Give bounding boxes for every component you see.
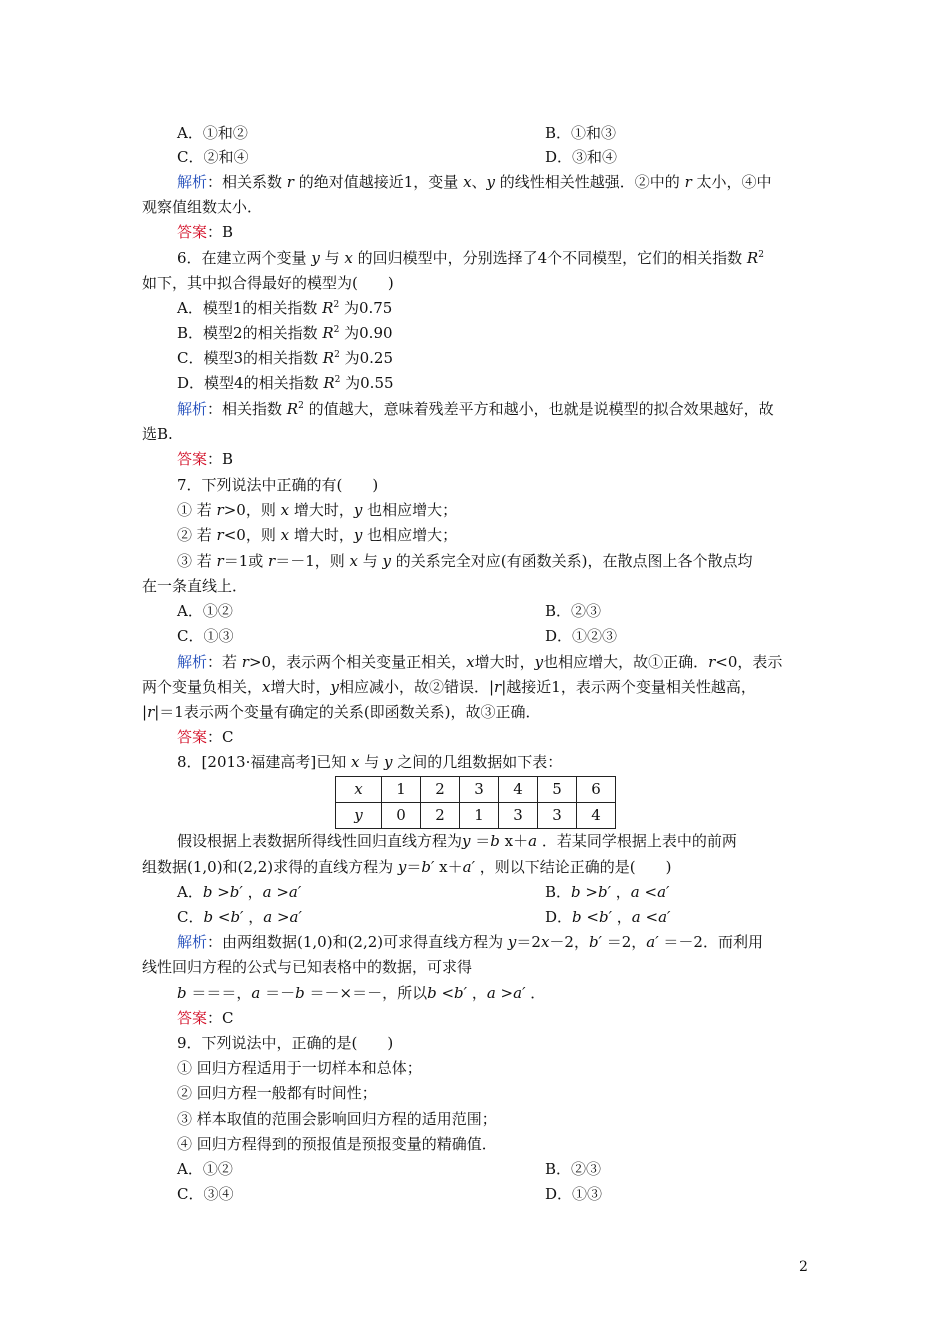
q7-option-a: A．①② bbox=[177, 602, 233, 620]
q7-statement-2: ② 若 r<0，则 x 增大时，y 也相应增大； bbox=[177, 526, 458, 544]
table-header-cell: x bbox=[336, 777, 382, 803]
q8-answer: 答案：C bbox=[177, 1009, 234, 1027]
analysis-label: 解析 bbox=[177, 400, 208, 418]
table-cell: 4 bbox=[499, 777, 538, 803]
table-cell: 5 bbox=[538, 777, 577, 803]
q7-option-c: C．①③ bbox=[177, 627, 234, 645]
q8-paragraph: 假设根据上表数据所得线性回归直线方程为y ＝b x＋a ．若某同学根据上表中的前两 bbox=[177, 832, 737, 850]
table-cell: 1 bbox=[460, 803, 499, 829]
q8-analysis: 解析：由两组数据(1,0)和(2,2)可求得直线方程为 y＝2x－2，b′ ＝2，a′ ＝－2．而利用 bbox=[177, 933, 763, 951]
table-cell: 1 bbox=[382, 777, 421, 803]
q8-option-b: B．b >b′ ，a <a′ bbox=[545, 883, 670, 901]
q8-option-c: C．b <b′ ，a >a′ bbox=[177, 908, 302, 926]
table-cell: 2 bbox=[421, 777, 460, 803]
q8-stem: 8．[2013·福建高考]已知 x 与 y 之间的几组数据如下表： bbox=[177, 753, 563, 771]
answer-label: 答案 bbox=[177, 450, 208, 468]
q6-option-a: A．模型1的相关指数 $R^2$ 为0.75 bbox=[177, 299, 393, 317]
table-cell: 3 bbox=[538, 803, 577, 829]
q9-option-d: D．①③ bbox=[545, 1185, 603, 1203]
q6-analysis-cont: 选B. bbox=[142, 425, 173, 443]
q9-option-c: C．③④ bbox=[177, 1185, 234, 1203]
q8-option-d: D．b <b′ ，a <a′ bbox=[545, 908, 671, 926]
table-cell: 6 bbox=[577, 777, 616, 803]
table-header-cell: y bbox=[336, 803, 382, 829]
q5-analysis: 解析：相关系数 r 的绝对值越接近1，变量 x、y 的线性相关性越强．②中的 r 太小，④中 bbox=[177, 173, 772, 191]
answer-label: 答案 bbox=[177, 728, 208, 746]
q7-option-b: B．②③ bbox=[545, 602, 602, 620]
q9-statement-4: ④ 回归方程得到的预报值是预报变量的精确值． bbox=[177, 1135, 497, 1153]
answer-label: 答案 bbox=[177, 223, 208, 241]
q9-option-b: B．②③ bbox=[545, 1160, 602, 1178]
q7-option-d: D．①②③ bbox=[545, 627, 618, 645]
table-cell: 0 bbox=[382, 803, 421, 829]
table-row bbox=[336, 803, 616, 829]
analysis-label: 解析 bbox=[177, 653, 208, 671]
q8-option-a: A．b >b′ ，a >a′ bbox=[177, 883, 302, 901]
q6-option-b: B．模型2的相关指数 $R^2$ 为0.90 bbox=[177, 324, 393, 342]
q6-stem: 6．在建立两个变量 y 与 x 的回归模型中，分别选择了4个不同模型，它们的相关指数 $R^2$ bbox=[177, 249, 764, 267]
table-cell: 4 bbox=[577, 803, 616, 829]
q7-analysis-cont-2: |r|＝1表示两个变量有确定的关系(即函数关系)，故③正确． bbox=[142, 703, 541, 721]
table-cell: 3 bbox=[499, 803, 538, 829]
q9-option-a: A．①② bbox=[177, 1160, 233, 1178]
analysis-label: 解析 bbox=[177, 933, 208, 951]
q9-statement-2: ② 回归方程一般都有时间性； bbox=[177, 1084, 377, 1102]
data-table bbox=[335, 776, 616, 829]
q6-answer: 答案：B bbox=[177, 450, 234, 468]
answer-label: 答案 bbox=[177, 1009, 208, 1027]
table-cell: 2 bbox=[421, 803, 460, 829]
q7-answer: 答案：C bbox=[177, 728, 234, 746]
q5-option-c: C．②和④ bbox=[177, 148, 249, 166]
q6-stem-cont: 如下，其中拟合得最好的模型为( ) bbox=[142, 274, 394, 292]
q8-analysis-cont-1: 线性回归方程的公式与已知表格中的数据，可求得 bbox=[142, 958, 473, 976]
q6-analysis: 解析：相关指数 $R^2$ 的值越大，意味着残差平方和越小，也就是说模型的拟合效果越好，故 bbox=[177, 400, 774, 418]
q6-option-d: D．模型4的相关指数 $R^2$ 为0.55 bbox=[177, 374, 394, 392]
q9-statement-3: ③ 样本取值的范围会影响回归方程的适用范围； bbox=[177, 1110, 497, 1128]
q8-paragraph-cont: 组数据(1,0)和(2,2)求得的直线方程为 y＝b′ x＋a′ ，则以下结论正确的是( ) bbox=[142, 858, 672, 876]
table-row bbox=[336, 777, 616, 803]
q5-option-d: D．③和④ bbox=[545, 148, 618, 166]
table-cell: 3 bbox=[460, 777, 499, 803]
q5-analysis-cont: 观察值组数太小． bbox=[142, 198, 263, 216]
q6-option-c: C．模型3的相关指数 $R^2$ 为0.25 bbox=[177, 349, 393, 367]
q9-statement-1: ① 回归方程适用于一切样本和总体； bbox=[177, 1059, 422, 1077]
q7-analysis: 解析：若 r>0，表示两个相关变量正相关，x增大时，y也相应增大，故①正确．r<0，表示 bbox=[177, 653, 783, 671]
analysis-label: 解析 bbox=[177, 173, 208, 191]
q9-stem: 9．下列说法中，正确的是( ) bbox=[177, 1034, 394, 1052]
q7-analysis-cont-1: 两个变量负相关，x增大时，y相应减小，故②错误．|r|越接近1，表示两个变量相关性越高， bbox=[142, 678, 756, 696]
q8-analysis-cont-2: b ＝＝＝，a ＝－b ＝－×＝－，所以b <b′ ，a >a′ ． bbox=[177, 984, 546, 1002]
q7-statement-1: ① 若 r>0，则 x 增大时，y 也相应增大； bbox=[177, 501, 458, 519]
q7-statement-3-cont: 在一条直线上． bbox=[142, 577, 248, 595]
q7-stem: 7．下列说法中正确的有( ) bbox=[177, 476, 379, 494]
q7-statement-3: ③ 若 r＝1或 r＝－1，则 x 与 y 的关系完全对应(有函数关系)，在散点图上各个散点均 bbox=[177, 552, 753, 570]
q5-option-b: B．①和③ bbox=[545, 124, 617, 142]
page-number: 2 bbox=[799, 1259, 808, 1275]
q5-answer: 答案：B bbox=[177, 223, 234, 241]
q5-option-a: A．①和② bbox=[177, 124, 248, 142]
